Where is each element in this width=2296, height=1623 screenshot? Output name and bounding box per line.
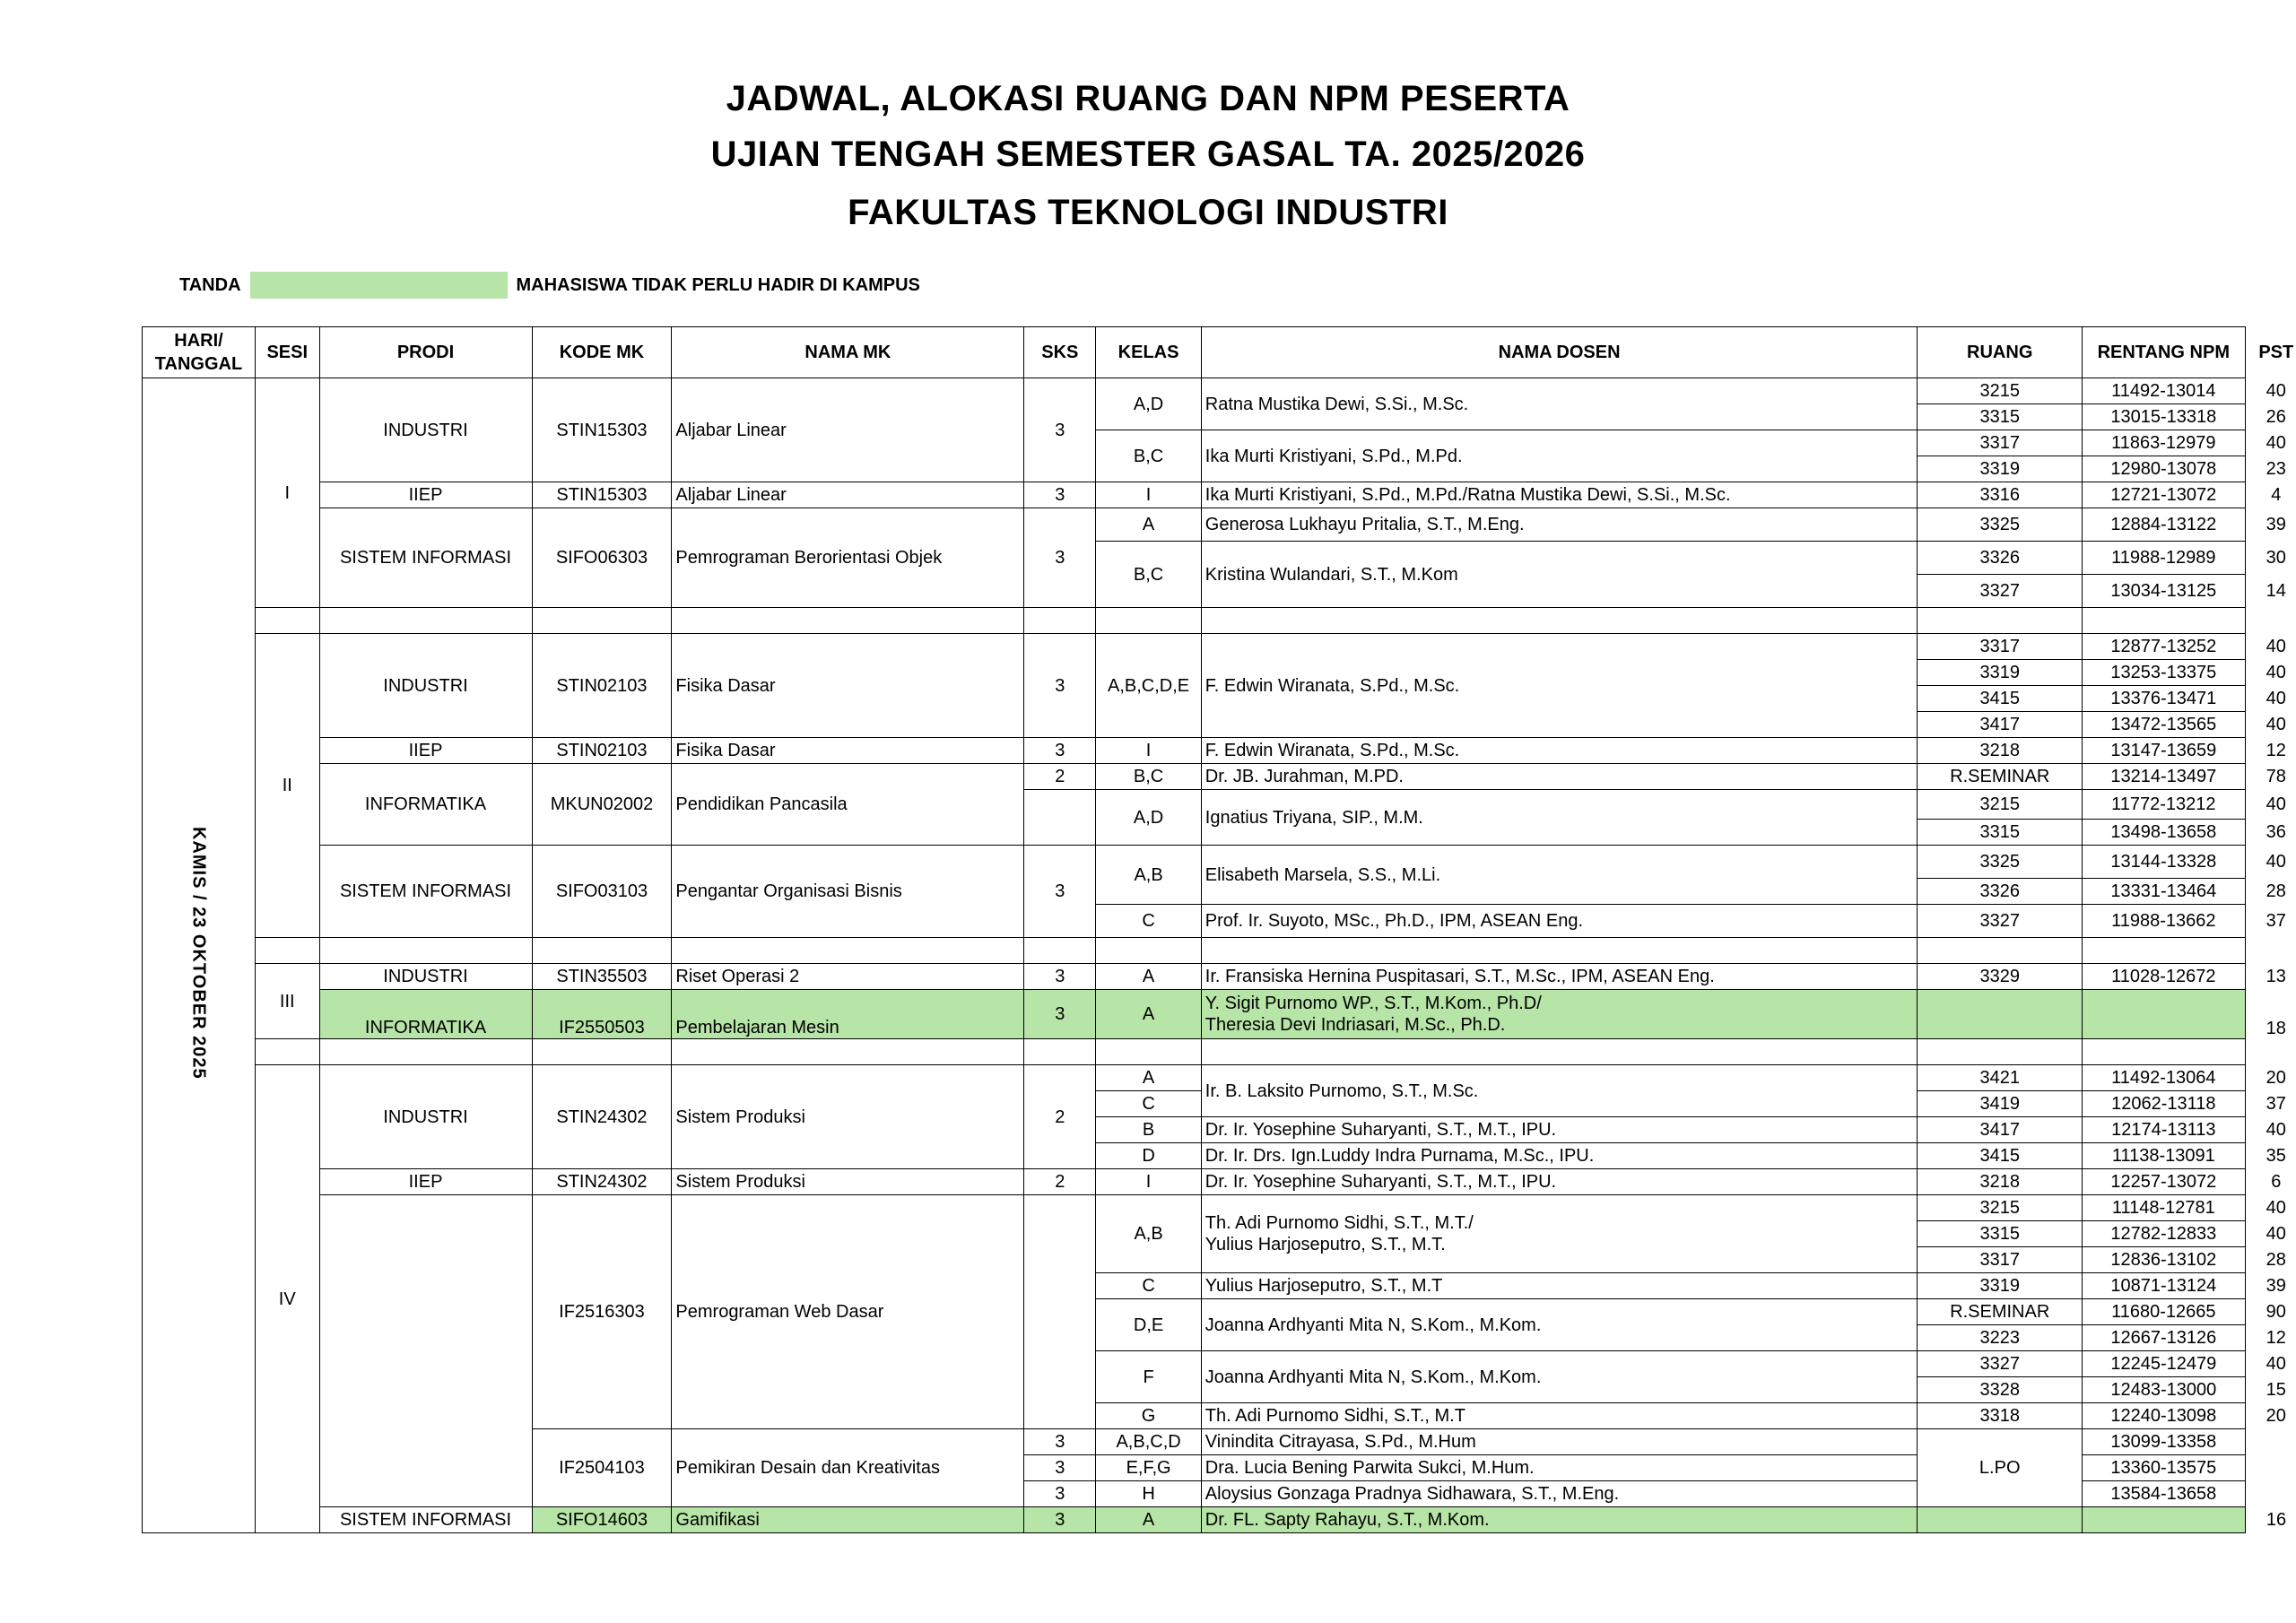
- npm-cell: 13376-13471: [2083, 686, 2246, 712]
- sks-cell: [1024, 790, 1096, 846]
- dosen-cell: Kristina Wulandari, S.T., M.Kom: [1201, 542, 1918, 608]
- kelas-cell: B,C: [1096, 542, 1201, 608]
- kelas-cell: A: [1096, 964, 1201, 990]
- npm-cell: [2083, 990, 2246, 1039]
- header-prodi: PRODI: [319, 327, 532, 378]
- kelas-cell: C: [1096, 1273, 1201, 1299]
- ruang-cell: 3319: [1918, 1273, 2083, 1299]
- kelas-cell: B: [1096, 1117, 1201, 1143]
- pst-cell: 20: [2266, 1406, 2286, 1426]
- ruang-cell: 3317: [1918, 430, 2083, 456]
- kelas-cell: H: [1096, 1481, 1201, 1507]
- table-row: [143, 1507, 2296, 1533]
- kelas-cell: B,C: [1096, 430, 1201, 482]
- npm-cell: 11988-12989: [2083, 542, 2246, 575]
- pst-cell: 40: [2266, 1198, 2286, 1218]
- sesi-cell: I: [255, 378, 319, 608]
- ruang-cell: 3421: [1918, 1065, 2083, 1091]
- pst-cell: 30: [2266, 548, 2286, 568]
- pst-cell: 20: [2266, 1068, 2286, 1088]
- mk-cell: Fisika Dasar: [672, 738, 1024, 764]
- header-kode: KODE MK: [532, 327, 672, 378]
- mk-cell: Pemikiran Desain dan Kreativitas: [672, 1429, 1024, 1507]
- kelas-cell: C: [1096, 905, 1201, 938]
- ruang-cell: 3317: [1918, 634, 2083, 660]
- kode-cell: STIN35503: [532, 964, 672, 990]
- dosen-cell: Ir. B. Laksito Purnomo, S.T., M.Sc.: [1201, 1065, 1918, 1117]
- dosen-cell: Aloysius Gonzaga Pradnya Sidhawara, S.T., M.Eng.: [1201, 1481, 1918, 1507]
- header-sks: SKS: [1024, 327, 1096, 378]
- mk-cell: Sistem Produksi: [672, 1065, 1024, 1169]
- header-ruang: RUANG: [1918, 327, 2083, 378]
- pst-cell: 78: [2266, 767, 2286, 786]
- npm-cell: 13253-13375: [2083, 660, 2246, 686]
- sks-cell: 2: [1024, 1065, 1096, 1169]
- kelas-cell: A: [1096, 990, 1201, 1039]
- prodi-cell: IIEP: [319, 1169, 532, 1195]
- ruang-cell: 3326: [1918, 879, 2083, 905]
- ruang-cell: 3327: [1918, 1351, 2083, 1377]
- dosen-cell: Generosa Lukhayu Pritalia, S.T., M.Eng.: [1201, 508, 1918, 542]
- title-line-1: JADWAL, ALOKASI RUANG DAN NPM PESERTA: [726, 79, 1570, 118]
- table-row: [143, 634, 2296, 660]
- ruang-cell: 3415: [1918, 686, 2083, 712]
- pst-cell: 12: [2266, 1328, 2286, 1348]
- kode-cell: IF2550503: [532, 990, 672, 1039]
- table-row: [143, 482, 2296, 508]
- pst-cell: [2245, 1429, 2296, 1455]
- mk-cell: Sistem Produksi: [672, 1169, 1024, 1195]
- legend-label: TANDA: [179, 274, 241, 295]
- kode-cell: STIN24302: [532, 1065, 672, 1169]
- header-dosen: NAMA DOSEN: [1201, 327, 1918, 378]
- dosen-cell: Dr. Ir. Yosephine Suharyanti, S.T., M.T., IPU.: [1201, 1169, 1918, 1195]
- dosen-line: Th. Adi Purnomo Sidhi, S.T., M.T./: [1205, 1213, 1474, 1233]
- pst-cell: 90: [2266, 1302, 2286, 1322]
- table-row: [143, 1065, 2296, 1091]
- dosen-cell: Ignatius Triyana, SIP., M.M.: [1201, 790, 1918, 846]
- title-line-2: UJIAN TENGAH SEMESTER GASAL TA. 2025/2026: [710, 135, 1586, 174]
- ruang-cell: 3215: [1918, 378, 2083, 404]
- ruang-cell: 3417: [1918, 1117, 2083, 1143]
- pst-cell: 13: [2266, 967, 2286, 986]
- pst-cell: 39: [2266, 1276, 2286, 1296]
- spacer-row: [143, 938, 2296, 964]
- npm-cell: 10871-13124: [2083, 1273, 2246, 1299]
- day-cell: [143, 378, 256, 1533]
- dosen-cell: Elisabeth Marsela, S.S., M.Li.: [1201, 846, 1918, 905]
- ruang-cell: 3315: [1918, 404, 2083, 430]
- kelas-cell: D: [1096, 1143, 1201, 1169]
- ruang-cell: 3215: [1918, 790, 2083, 820]
- npm-cell: 11028-12672: [2083, 964, 2246, 990]
- pst-cell: 14: [2266, 581, 2286, 601]
- table-row: [143, 1195, 2296, 1221]
- pst-cell: 40: [2266, 637, 2286, 656]
- npm-cell: 13214-13497: [2083, 764, 2246, 790]
- npm-cell: 11863-12979: [2083, 430, 2246, 456]
- pst-cell: 28: [2266, 1250, 2286, 1270]
- ruang-cell: 3218: [1918, 738, 2083, 764]
- table-row: [143, 1169, 2296, 1195]
- kelas-cell: A: [1096, 1065, 1201, 1091]
- npm-cell: 13015-13318: [2083, 404, 2246, 430]
- sesi-cell: III: [255, 964, 319, 1039]
- sks-cell: 3: [1024, 1455, 1096, 1481]
- kelas-cell: I: [1096, 1169, 1201, 1195]
- schedule-table: [142, 326, 2296, 1533]
- npm-cell: 11138-13091: [2083, 1143, 2246, 1169]
- kode-cell: MKUN02002: [532, 764, 672, 846]
- dosen-line: Yulius Harjoseputro, S.T., M.T.: [1205, 1235, 1446, 1254]
- ruang-cell: 3319: [1918, 660, 2083, 686]
- pst-cell: 36: [2266, 822, 2286, 842]
- pst-cell: 23: [2266, 459, 2286, 479]
- prodi-cell: INFORMATIKA: [319, 990, 532, 1039]
- prodi-cell: [319, 1195, 532, 1507]
- npm-cell: 12483-13000: [2083, 1377, 2246, 1403]
- sesi-cell: II: [255, 634, 319, 938]
- npm-cell: 12782-12833: [2083, 1221, 2246, 1247]
- sks-cell: 3: [1024, 508, 1096, 608]
- table-row: [143, 738, 2296, 764]
- mk-cell: Pemrograman Web Dasar: [672, 1195, 1024, 1429]
- kode-cell: STIN02103: [532, 634, 672, 738]
- npm-cell: 12174-13113: [2083, 1117, 2246, 1143]
- kode-cell: SIFO14603: [532, 1507, 672, 1533]
- ruang-cell: 3218: [1918, 1169, 2083, 1195]
- dosen-cell: Ir. Fransiska Hernina Puspitasari, S.T., M.Sc., IPM, ASEAN Eng.: [1201, 964, 1918, 990]
- kelas-cell: A,B,C,D: [1096, 1429, 1201, 1455]
- pst-cell: 37: [2266, 1094, 2286, 1114]
- prodi-cell: IIEP: [319, 482, 532, 508]
- npm-cell: 11680-12665: [2083, 1299, 2246, 1325]
- dosen-cell: F. Edwin Wiranata, S.Pd., M.Sc.: [1201, 634, 1918, 738]
- sks-cell: 3: [1024, 1481, 1096, 1507]
- pst-cell: 40: [2266, 689, 2286, 708]
- table-row: [143, 846, 2296, 879]
- dosen-cell: Dr. Ir. Yosephine Suharyanti, S.T., M.T., IPU.: [1201, 1117, 1918, 1143]
- ruang-cell: 3315: [1918, 820, 2083, 846]
- dosen-cell: F. Edwin Wiranata, S.Pd., M.Sc.: [1201, 738, 1918, 764]
- header-row: [143, 327, 2296, 378]
- npm-cell: 13584-13658: [2083, 1481, 2246, 1507]
- sks-cell: 3: [1024, 482, 1096, 508]
- dosen-cell: Ika Murti Kristiyani, S.Pd., M.Pd./Ratna Mustika Dewi, S.Si., M.Sc.: [1201, 482, 1918, 508]
- pst-cell: 40: [2266, 381, 2286, 401]
- kelas-cell: I: [1096, 738, 1201, 764]
- dosen-cell: Dr. FL. Sapty Rahayu, S.T., M.Kom.: [1201, 1507, 1918, 1533]
- dosen-cell: Ratna Mustika Dewi, S.Si., M.Sc.: [1201, 378, 1918, 430]
- dosen-cell: Vinindita Citrayasa, S.Pd., M.Hum: [1201, 1429, 1918, 1455]
- prodi-cell: INDUSTRI: [319, 634, 532, 738]
- sks-cell: 3: [1024, 634, 1096, 738]
- header-nama-mk: NAMA MK: [672, 327, 1024, 378]
- ruang-cell: 3327: [1918, 905, 2083, 938]
- npm-cell: 12062-13118: [2083, 1091, 2246, 1117]
- prodi-cell: SISTEM INFORMASI: [319, 508, 532, 608]
- kelas-cell: A: [1096, 1507, 1201, 1533]
- pst-cell: 40: [2266, 852, 2286, 872]
- ruang-cell: 3215: [1918, 1195, 2083, 1221]
- dosen-cell: Dr. Ir. Drs. Ign.Luddy Indra Purnama, M.Sc., IPU.: [1201, 1143, 1918, 1169]
- kelas-cell: F: [1096, 1351, 1201, 1403]
- pst-cell: 12: [2266, 741, 2286, 760]
- pst-cell: 40: [2266, 1120, 2286, 1140]
- legend: [179, 269, 920, 301]
- spacer-row: [143, 1039, 2296, 1065]
- sks-cell: 3: [1024, 990, 1096, 1039]
- ruang-cell: R.SEMINAR: [1918, 764, 2083, 790]
- header-sesi: SESI: [255, 327, 319, 378]
- sks-cell: 3: [1024, 1429, 1096, 1455]
- pst-cell: 35: [2266, 1146, 2286, 1166]
- pst-cell: 18: [2266, 1018, 2286, 1038]
- npm-cell: 12245-12479: [2083, 1351, 2246, 1377]
- npm-cell: 12240-13098: [2083, 1403, 2246, 1429]
- dosen-cell: [1201, 990, 1918, 1039]
- mk-cell: Aljabar Linear: [672, 482, 1024, 508]
- sesi-cell: IV: [255, 1065, 319, 1533]
- kelas-cell: A,B: [1096, 846, 1201, 905]
- pst-cell: 6: [2271, 1172, 2282, 1192]
- kelas-cell: A,B: [1096, 1195, 1201, 1273]
- sks-cell: 3: [1024, 1507, 1096, 1533]
- table-row: [143, 764, 2296, 790]
- pst-cell: 40: [2266, 1224, 2286, 1244]
- npm-cell: 12884-13122: [2083, 508, 2246, 542]
- sks-cell: [1024, 1195, 1096, 1429]
- sks-cell: 2: [1024, 764, 1096, 790]
- table-row: [143, 990, 2296, 1039]
- ruang-cell: 3325: [1918, 846, 2083, 879]
- ruang-cell: 3327: [1918, 575, 2083, 608]
- pst-cell: 28: [2266, 881, 2286, 901]
- kode-cell: IF2516303: [532, 1195, 672, 1429]
- npm-cell: 13360-13575: [2083, 1455, 2246, 1481]
- pst-cell: 40: [2266, 794, 2286, 814]
- sks-cell: 2: [1024, 1169, 1096, 1195]
- pst-cell: 4: [2271, 485, 2282, 505]
- dosen-cell: Ika Murti Kristiyani, S.Pd., M.Pd.: [1201, 430, 1918, 482]
- table-row: [143, 964, 2296, 990]
- kode-cell: IF2504103: [532, 1429, 672, 1507]
- npm-cell: 13498-13658: [2083, 820, 2246, 846]
- npm-cell: 12836-13102: [2083, 1247, 2246, 1273]
- kelas-cell: A,D: [1096, 378, 1201, 430]
- ruang-cell: [1918, 1507, 2083, 1533]
- pst-cell: 40: [2266, 433, 2286, 453]
- kelas-cell: G: [1096, 1403, 1201, 1429]
- table-row: [143, 508, 2296, 542]
- kelas-cell: A,D: [1096, 790, 1201, 846]
- legend-text: MAHASISWA TIDAK PERLU HADIR DI KAMPUS: [516, 274, 920, 295]
- pst-cell: 39: [2266, 515, 2286, 534]
- header-kelas: KELAS: [1096, 327, 1201, 378]
- spacer-row: [143, 608, 2296, 634]
- title-line-3: FAKULTAS TEKNOLOGI INDUSTRI: [848, 193, 1448, 232]
- prodi-cell: SISTEM INFORMASI: [319, 1507, 532, 1533]
- kelas-cell: B,C: [1096, 764, 1201, 790]
- header-pst: PST: [2258, 343, 2294, 362]
- dosen-cell: Prof. Ir. Suyoto, MSc., Ph.D., IPM, ASEAN Eng.: [1201, 905, 1918, 938]
- mk-cell: Fisika Dasar: [672, 634, 1024, 738]
- ruang-cell: 3318: [1918, 1403, 2083, 1429]
- pst-cell: [2245, 1481, 2296, 1507]
- ruang-cell: 3419: [1918, 1091, 2083, 1117]
- pst-cell: 37: [2266, 911, 2286, 931]
- dosen-cell: [1201, 1195, 1918, 1273]
- kelas-cell: C: [1096, 1091, 1201, 1117]
- mk-cell: Riset Operasi 2: [672, 964, 1024, 990]
- npm-cell: 11492-13064: [2083, 1065, 2246, 1091]
- kelas-cell: I: [1096, 482, 1201, 508]
- sks-cell: 3: [1024, 738, 1096, 764]
- npm-cell: 11772-13212: [2083, 790, 2246, 820]
- prodi-cell: SISTEM INFORMASI: [319, 846, 532, 938]
- pst-cell: 40: [2266, 663, 2286, 682]
- npm-cell: 13034-13125: [2083, 575, 2246, 608]
- npm-cell: 13472-13565: [2083, 712, 2246, 738]
- npm-cell: 13144-13328: [2083, 846, 2246, 879]
- dosen-line: Theresia Devi Indriasari, M.Sc., Ph.D.: [1205, 1015, 1506, 1035]
- prodi-cell: INDUSTRI: [319, 378, 532, 482]
- kelas-cell: A: [1096, 508, 1201, 542]
- ruang-cell: 3223: [1918, 1325, 2083, 1351]
- ruang-cell: 3325: [1918, 508, 2083, 542]
- dosen-cell: Th. Adi Purnomo Sidhi, S.T., M.T: [1201, 1403, 1918, 1429]
- npm-cell: 12257-13072: [2083, 1169, 2246, 1195]
- ruang-cell: 3315: [1918, 1221, 2083, 1247]
- npm-cell: 12667-13126: [2083, 1325, 2246, 1351]
- legend-swatch: [250, 272, 508, 299]
- prodi-cell: IIEP: [319, 738, 532, 764]
- mk-cell: Pemrograman Berorientasi Objek: [672, 508, 1024, 608]
- dosen-cell: Dr. JB. Jurahman, M.PD.: [1201, 764, 1918, 790]
- dosen-line: Y. Sigit Purnomo WP., S.T., M.Kom., Ph.D/: [1205, 994, 1542, 1013]
- pst-cell: 26: [2266, 407, 2286, 427]
- kelas-cell: E,F,G: [1096, 1455, 1201, 1481]
- ruang-cell: 3415: [1918, 1143, 2083, 1169]
- npm-cell: 13147-13659: [2083, 738, 2246, 764]
- table-row: [143, 378, 2296, 404]
- sks-cell: 3: [1024, 964, 1096, 990]
- npm-cell: 11988-13662: [2083, 905, 2246, 938]
- ruang-cell: 3417: [1918, 712, 2083, 738]
- kode-cell: STIN15303: [532, 378, 672, 482]
- ruang-cell: R.SEMINAR: [1918, 1299, 2083, 1325]
- sks-cell: 3: [1024, 846, 1096, 938]
- pst-cell: 40: [2266, 715, 2286, 734]
- mk-cell: Pembelajaran Mesin: [672, 990, 1024, 1039]
- mk-cell: Pengantar Organisasi Bisnis: [672, 846, 1024, 938]
- prodi-cell: INFORMATIKA: [319, 764, 532, 846]
- npm-cell: [2083, 1507, 2246, 1533]
- ruang-cell: 3326: [1918, 542, 2083, 575]
- npm-cell: 13331-13464: [2083, 879, 2246, 905]
- npm-cell: 12877-13252: [2083, 634, 2246, 660]
- kelas-cell: A,B,C,D,E: [1096, 634, 1201, 738]
- npm-cell: 12980-13078: [2083, 456, 2246, 482]
- pst-cell: 15: [2266, 1380, 2286, 1400]
- sks-cell: 3: [1024, 378, 1096, 482]
- ruang-cell: 3329: [1918, 964, 2083, 990]
- prodi-cell: INDUSTRI: [319, 964, 532, 990]
- pst-cell: 40: [2266, 1354, 2286, 1374]
- npm-cell: 11148-12781: [2083, 1195, 2246, 1221]
- kode-cell: STIN02103: [532, 738, 672, 764]
- npm-cell: 11492-13014: [2083, 378, 2246, 404]
- npm-cell: 12721-13072: [2083, 482, 2246, 508]
- header-hari: HARI/ TANGGAL: [143, 327, 256, 378]
- pst-cell: [2245, 1455, 2296, 1481]
- mk-cell: Aljabar Linear: [672, 378, 1024, 482]
- kelas-cell: D,E: [1096, 1299, 1201, 1351]
- kode-cell: STIN24302: [532, 1169, 672, 1195]
- ruang-cell: 3317: [1918, 1247, 2083, 1273]
- day-label: KAMIS / 23 OKTOBER 2025: [188, 826, 209, 1080]
- dosen-cell: Joanna Ardhyanti Mita N, S.Kom., M.Kom.: [1201, 1299, 1918, 1351]
- ruang-cell: 3328: [1918, 1377, 2083, 1403]
- dosen-cell: Dra. Lucia Bening Parwita Sukci, M.Hum.: [1201, 1455, 1918, 1481]
- ruang-cell: [1918, 990, 2083, 1039]
- mk-cell: Gamifikasi: [672, 1507, 1024, 1533]
- header-npm: RENTANG NPM: [2083, 327, 2246, 378]
- dosen-cell: Yulius Harjoseputro, S.T., M.T: [1201, 1273, 1918, 1299]
- prodi-cell: INDUSTRI: [319, 1065, 532, 1169]
- kode-cell: STIN15303: [532, 482, 672, 508]
- kode-cell: SIFO06303: [532, 508, 672, 608]
- mk-cell: Pendidikan Pancasila: [672, 764, 1024, 846]
- kode-cell: SIFO03103: [532, 846, 672, 938]
- dosen-cell: Joanna Ardhyanti Mita N, S.Kom., M.Kom.: [1201, 1351, 1918, 1403]
- pst-cell: 16: [2266, 1510, 2287, 1530]
- ruang-cell: L.PO: [1918, 1429, 2083, 1507]
- ruang-cell: 3319: [1918, 456, 2083, 482]
- ruang-cell: 3316: [1918, 482, 2083, 508]
- npm-cell: 13099-13358: [2083, 1429, 2246, 1455]
